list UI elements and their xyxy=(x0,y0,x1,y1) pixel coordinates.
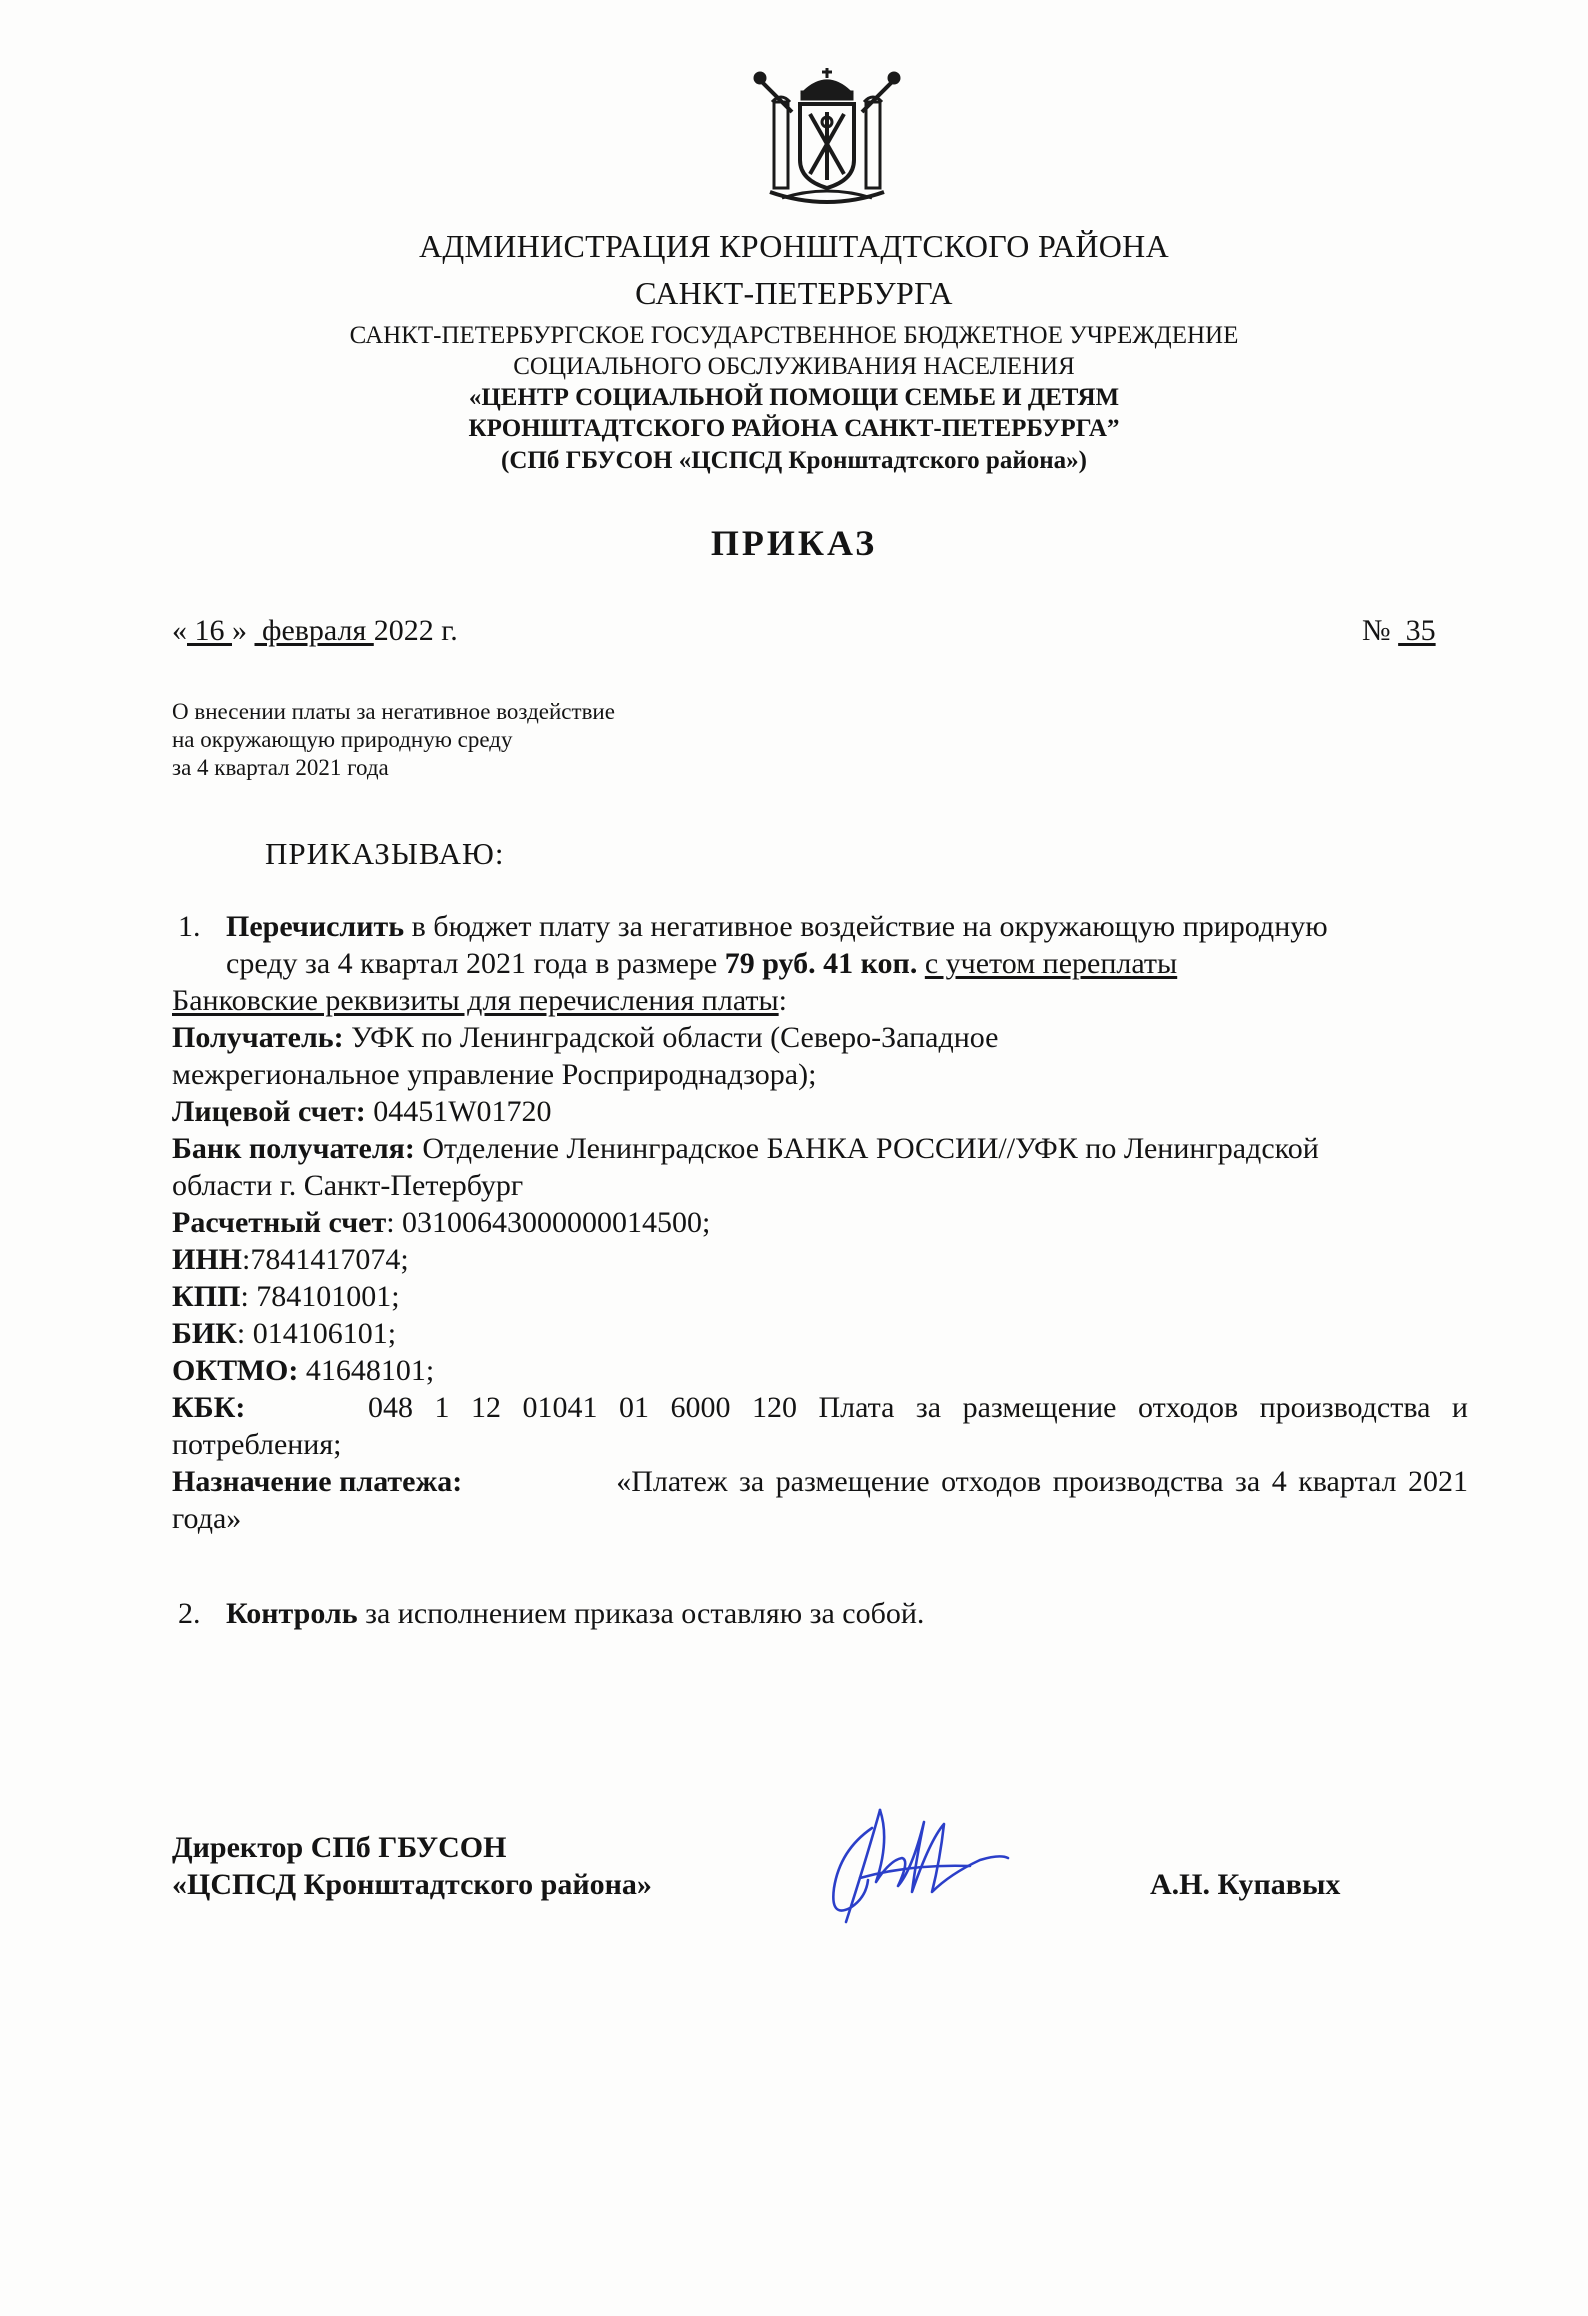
document-date xyxy=(172,612,458,649)
date-close-quote: » xyxy=(232,614,247,647)
settlement-account-label: Расчетный счет xyxy=(172,1206,387,1239)
inn-value: :7841417074; xyxy=(242,1243,409,1276)
signatory-title-line-2: «ЦСПСД Кронштадтского района» xyxy=(172,1868,652,1901)
handwritten-signature xyxy=(820,1800,1020,1930)
bik-label: БИК xyxy=(172,1317,237,1350)
bank-details xyxy=(172,982,1468,1537)
org-line-5: (СПб ГБУСОН «ЦСПСД Кронштадтского района») xyxy=(501,447,1087,474)
bank-heading: Банковские реквизиты для перечисления платы xyxy=(172,984,779,1017)
date-open-quote: « xyxy=(172,614,187,647)
item-1-space xyxy=(917,947,925,980)
kbk-value-b: потребления; xyxy=(172,1428,342,1461)
inn-label: ИНН xyxy=(172,1243,243,1276)
purpose-value-a: «Платеж за размещение отходов производства за 4 квартал 2021 xyxy=(616,1465,1468,1498)
kpp-value: : 784101001; xyxy=(240,1280,400,1313)
item-1 xyxy=(226,908,1466,982)
org-line-1: САНКТ-ПЕТЕРБУРГСКОЕ ГОСУДАРСТВЕННОЕ БЮДЖЕТНОЕ УЧРЕЖДЕНИЕ xyxy=(349,322,1239,349)
signatory-name: А.Н. Купавых xyxy=(1150,1868,1341,1901)
header-line-2: САНКТ-ПЕТЕРБУРГА xyxy=(635,275,953,311)
org-line-3: «ЦЕНТР СОЦИАЛЬНОЙ ПОМОЩИ СЕМЬЕ И ДЕТЯМ xyxy=(468,384,1120,411)
oktmo-label: ОКТМО: xyxy=(172,1354,299,1387)
coat-of-arms-icon xyxy=(752,62,902,212)
item-2-verb: Контроль xyxy=(226,1597,358,1630)
bank-name-value-a: Отделение Ленинградское БАНКА РОССИИ//УФК по Ленинградской xyxy=(414,1132,1319,1165)
date-month: февраля xyxy=(254,614,374,647)
date-day: 16 xyxy=(187,614,232,647)
document-number xyxy=(1362,612,1436,649)
org-line-2: СОЦИАЛЬНОГО ОБСЛУЖИВАНИЯ НАСЕЛЕНИЯ xyxy=(513,353,1075,380)
settlement-account-value: : 03100643000000014500; xyxy=(386,1206,711,1239)
subject-line-3: за 4 квартал 2021 года xyxy=(172,755,389,780)
subject-line-2: на окружающую природную среду xyxy=(172,727,513,752)
recipient-label: Получатель: xyxy=(172,1021,344,1054)
item-2 xyxy=(226,1595,924,1632)
header-line-1: АДМИНИСТРАЦИЯ КРОНШТАДТСКОГО РАЙОНА xyxy=(418,228,1169,264)
bank-heading-colon: : xyxy=(778,984,787,1017)
bank-name-label: Банк получателя: xyxy=(172,1132,415,1165)
purpose-line xyxy=(172,1463,1468,1500)
bik-value: : 014106101; xyxy=(236,1317,397,1350)
kbk-value-a: 048 1 12 01041 01 6000 120 Плата за размещение отходов производства и xyxy=(367,1391,1468,1424)
item-1-number: 1. xyxy=(178,910,201,943)
date-year: 2022 г. xyxy=(373,614,458,647)
document-title: ПРИКАЗ xyxy=(710,523,878,563)
subject-line-1: О внесении платы за негативное воздействие xyxy=(172,699,615,724)
order-word: ПРИКАЗЫВАЮ: xyxy=(265,836,505,871)
recipient-value-a: УФК по Ленинградской области (Северо-Западное xyxy=(343,1021,999,1054)
kbk-line xyxy=(172,1389,1468,1426)
item-1-amount: 79 руб. 41 коп. xyxy=(724,947,918,980)
item-1-text-a: в бюджет плату за негативное воздействие на окружающую природную xyxy=(404,910,1328,943)
number-value: 35 xyxy=(1398,614,1436,647)
item-2-number: 2. xyxy=(178,1597,201,1630)
purpose-value-b: года» xyxy=(172,1502,242,1535)
signatory-title xyxy=(172,1829,652,1903)
signatory-title-line-1: Директор СПб ГБУСОН xyxy=(172,1831,507,1864)
subject-block xyxy=(172,698,615,782)
oktmo-value: 41648101; xyxy=(298,1354,435,1387)
number-sign: № xyxy=(1362,614,1391,647)
kpp-label: КПП xyxy=(172,1280,241,1313)
item-2-text: за исполнением приказа оставляю за собой. xyxy=(357,1597,925,1630)
purpose-label: Назначение платежа: xyxy=(172,1465,463,1498)
account-label: Лицевой счет: xyxy=(172,1095,366,1128)
account-value: 04451W01720 xyxy=(365,1095,552,1128)
org-line-4: КРОНШТАДТСКОГО РАЙОНА САНКТ-ПЕТЕРБУРГА” xyxy=(468,415,1120,442)
item-1-overpayment: с учетом переплаты xyxy=(924,947,1178,980)
bank-name-value-b: области г. Санкт-Петербург xyxy=(172,1169,524,1202)
item-1-text-b: среду за 4 квартал 2021 года в размере xyxy=(226,947,725,980)
item-1-verb: Перечислить xyxy=(226,910,405,943)
kbk-label: КБК: xyxy=(172,1391,246,1424)
recipient-value-b: межрегиональное управление Росприроднадзора); xyxy=(172,1058,817,1091)
